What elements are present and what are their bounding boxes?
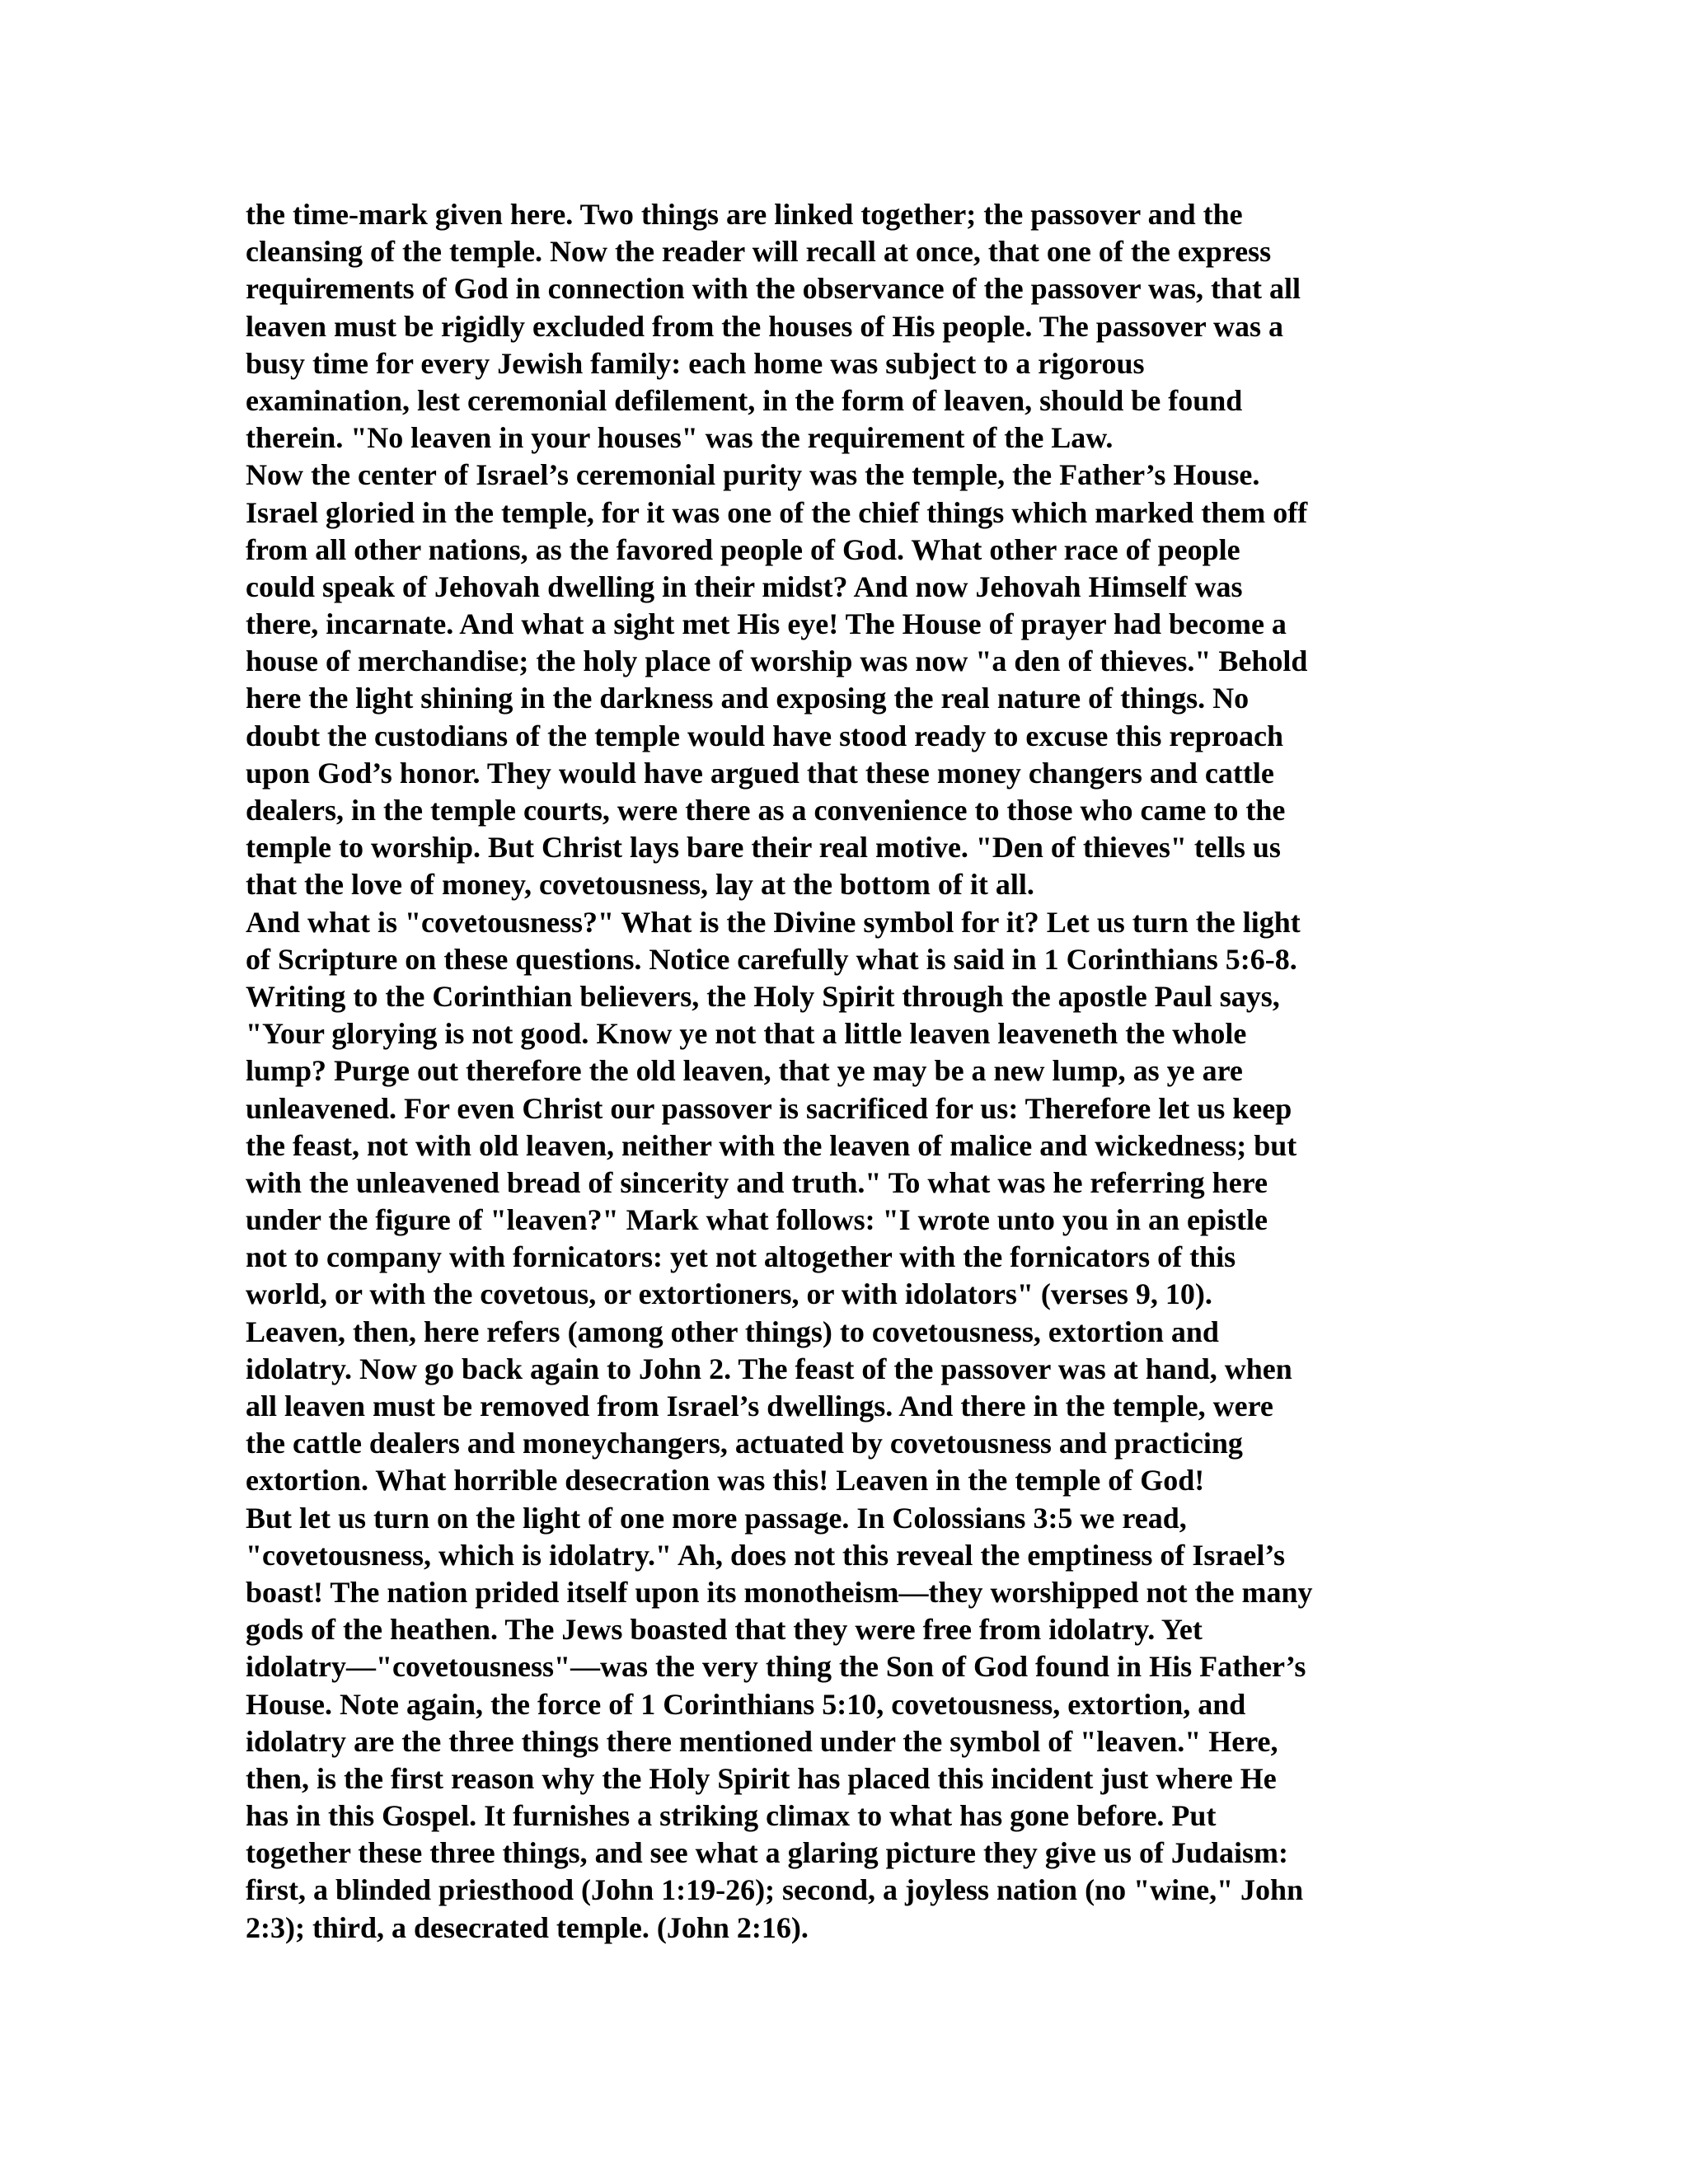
text-line: then, is the first reason why the Holy Spirit has placed this incident just where He <box>246 1761 1277 1795</box>
text-line: house of merchandise; the holy place of worship was now "a den of thieves." Behold <box>246 644 1308 678</box>
text-line: has in this Gospel. It furnishes a striking climax to what has gone before. Put <box>246 1799 1217 1833</box>
text-line: Now the center of Israel’s ceremonial purity was the temple, the Father’s House. <box>246 458 1260 492</box>
text-line: leaven must be rigidly excluded from the houses of His people. The passover was a <box>246 309 1284 343</box>
text-line: boast! The nation prided itself upon its monotheism—they worshipped not the many <box>246 1575 1313 1609</box>
text-line: together these three things, and see what a glaring picture they give us of Judaism: <box>246 1836 1288 1870</box>
text-line: the feast, not with old leaven, neither with the leaven of malice and wickedness; but <box>246 1128 1297 1162</box>
text-line: Writing to the Corinthian believers, the Holy Spirit through the apostle Paul says, <box>246 979 1280 1013</box>
text-line: "Your glorying is not good. Know ye not that a little leaven leaveneth the whole <box>246 1017 1247 1051</box>
text-line: therein. "No leaven in your houses" was the requirement of the Law. <box>246 421 1114 455</box>
text-line: gods of the heathen. The Jews boasted that they were free from idolatry. Yet <box>246 1613 1203 1647</box>
text-line: idolatry are the three things there mentioned under the symbol of "leaven." Here, <box>246 1724 1278 1758</box>
text-line: cleansing of the temple. Now the reader will recall at once, that one of the express <box>246 235 1272 269</box>
text-line: House. Note again, the force of 1 Corinthians 5:10, covetousness, extortion, and <box>246 1687 1246 1721</box>
text-line: 2:3); third, a desecrated temple. (John 2:16). <box>246 1910 809 1944</box>
text-line: Israel gloried in the temple, for it was one of the chief things which marked them off <box>246 495 1308 529</box>
text-line: extortion. What horrible desecration was this! Leaven in the temple of God! <box>246 1464 1205 1497</box>
text-line: And what is "covetousness?" What is the Divine symbol for it? Let us turn the light <box>246 905 1301 939</box>
text-line: from all other nations, as the favored people of God. What other race of people <box>246 532 1240 566</box>
text-line: under the figure of "leaven?" Mark what follows: "I wrote unto you in an epistle <box>246 1203 1268 1237</box>
text-line: lump? Purge out therefore the old leaven, that ye may be a new lump, as ye are <box>246 1054 1243 1088</box>
text-line: there, incarnate. And what a sight met His eye! The House of prayer had become a <box>246 607 1287 641</box>
text-line: Leaven, then, here refers (among other things) to covetousness, extortion and <box>246 1315 1219 1348</box>
text-line: temple to worship. But Christ lays bare their real motive. "Den of thieves" tells us <box>246 831 1281 865</box>
text-line: requirements of God in connection with the observance of the passover was, that all <box>246 272 1301 306</box>
text-line: of Scripture on these questions. Notice carefully what is said in 1 Corinthians 5:6-8. <box>246 942 1297 976</box>
text-line: dealers, in the temple courts, were there as a convenience to those who came to the <box>246 794 1286 827</box>
text-line: busy time for every Jewish family: each home was subject to a rigorous <box>246 346 1145 380</box>
text-line: all leaven must be removed from Israel’s dwellings. And there in the temple, were <box>246 1390 1273 1422</box>
text-line: that the love of money, covetousness, lay at the bottom of it all. <box>246 868 1034 902</box>
text-line: here the light shining in the darkness and exposing the real nature of things. No <box>246 682 1250 715</box>
text-line: with the unleavened bread of sincerity and truth." To what was he referring here <box>246 1165 1268 1199</box>
text-line: world, or with the covetous, or extortioners, or with idolators" (verses 9, 10). <box>246 1277 1212 1311</box>
body-text <box>246 196 1465 1947</box>
text-line: idolatry. Now go back again to John 2. The feast of the passover was at hand, when <box>246 1352 1292 1385</box>
text-line: unleavened. For even Christ our passover is sacrificed for us: Therefore let us keep <box>246 1091 1292 1125</box>
text-line: idolatry—"covetousness"—was the very thing the Son of God found in His Father’s <box>246 1650 1306 1684</box>
text-line: "covetousness, which is idolatry." Ah, does not this reveal the emptiness of Israel’s <box>246 1538 1285 1572</box>
text-line: could speak of Jehovah dwelling in their midst? And now Jehovah Himself was <box>246 569 1243 603</box>
text-line: the time-mark given here. Two things are linked together; the passover and the <box>246 198 1243 231</box>
text-line: upon God’s honor. They would have argued that these money changers and cattle <box>246 756 1274 790</box>
text-line: first, a blinded priesthood (John 1:19-26); second, a joyless nation (no "wine," John <box>246 1873 1304 1907</box>
text-line: doubt the custodians of the temple would have stood ready to excuse this reproach <box>246 719 1284 752</box>
text-line: not to company with fornicators: yet not altogether with the fornicators of this <box>246 1240 1236 1274</box>
text-line: the cattle dealers and moneychangers, actuated by covetousness and practicing <box>246 1427 1243 1460</box>
text-line: But let us turn on the light of one more passage. In Colossians 3:5 we read, <box>246 1501 1187 1535</box>
text-line: examination, lest ceremonial defilement, in the form of leaven, should be found <box>246 383 1243 417</box>
